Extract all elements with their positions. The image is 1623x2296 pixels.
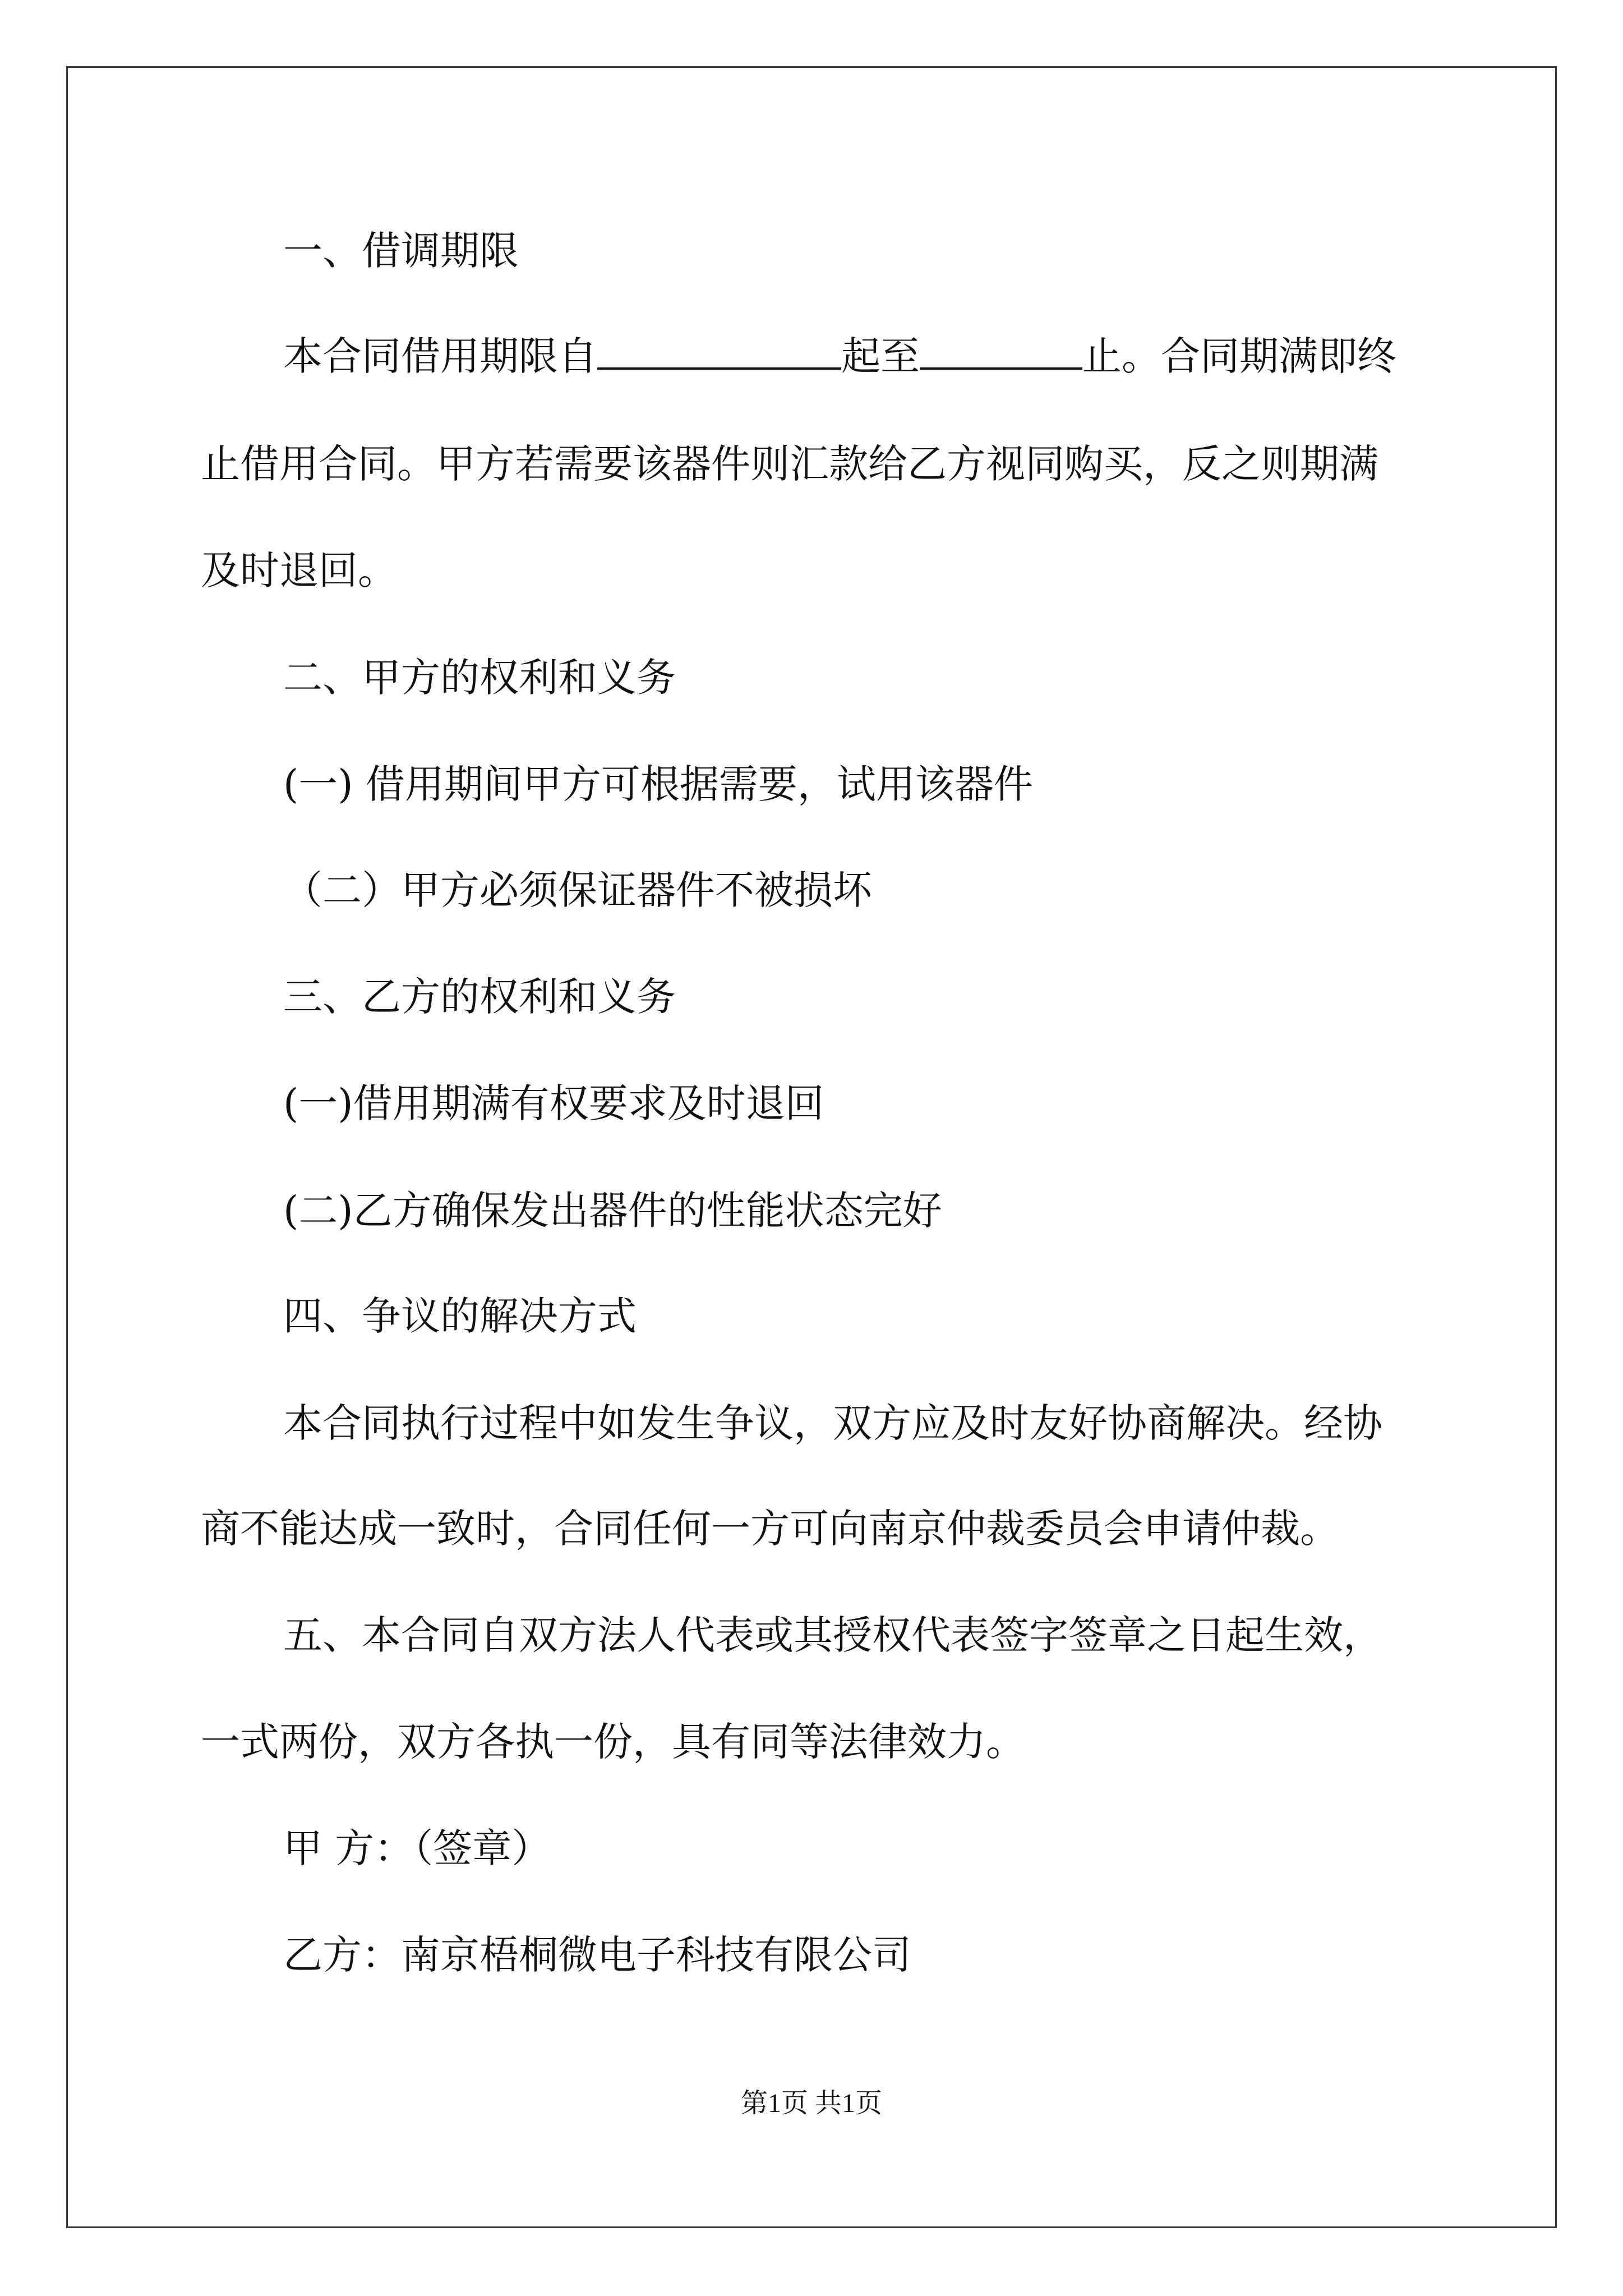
party-b-name: 乙方：南京梧桐微电子科技有限公司 [283,1932,911,1978]
section-2-item-2: （二）甲方必须保证器件不被损坏 [283,867,872,913]
section-1-paragraph-line-2: 止借用合同。甲方若需要该器件则汇款给乙方视同购买，反之则期满 [201,441,1378,487]
section-3-heading: 三、乙方的权利和义务 [283,974,676,1020]
section-5-line-1: 五、本合同自双方法人代表或其授权代表签字签章之日起生效， [283,1612,1382,1658]
page-number-footer: 第1页 共1页 [740,2088,882,2118]
end-date-blank[interactable] [920,333,1082,370]
section-4-paragraph-line-2: 商不能达成一致时，合同任何一方可向南京仲裁委员会申请仲裁。 [201,1506,1339,1552]
page-border [66,66,1557,2228]
section-2-heading: 二、甲方的权利和义务 [283,655,676,701]
section-4-heading: 四、争议的解决方式 [283,1293,637,1339]
section-3-item-1: (一)借用期满有权要求及时退回 [283,1080,824,1126]
section-1-paragraph-line-3: 及时退回。 [201,547,397,593]
section-1-paragraph-line-1 [283,331,1396,381]
start-date-blank[interactable] [597,333,841,370]
party-a-signature: 甲 方：（签章） [283,1825,551,1871]
term-text-start: 本合同借用期限自 [283,333,597,379]
section-4-paragraph-line-1: 本合同执行过程中如发生争议，双方应及时友好协商解决。经协 [283,1400,1382,1446]
section-2-item-1: (一) 借用期间甲方可根据需要，试用该器件 [283,761,1033,807]
term-text-end: 止。合同期满即终 [1082,333,1396,379]
section-5-line-2: 一式两份，双方各执一份，具有同等法律效力。 [201,1719,1025,1765]
section-1-heading: 一、借调期限 [283,228,519,274]
term-text-middle: 起至 [841,333,920,379]
section-3-item-2: (二)乙方确保发出器件的性能状态完好 [283,1188,942,1234]
